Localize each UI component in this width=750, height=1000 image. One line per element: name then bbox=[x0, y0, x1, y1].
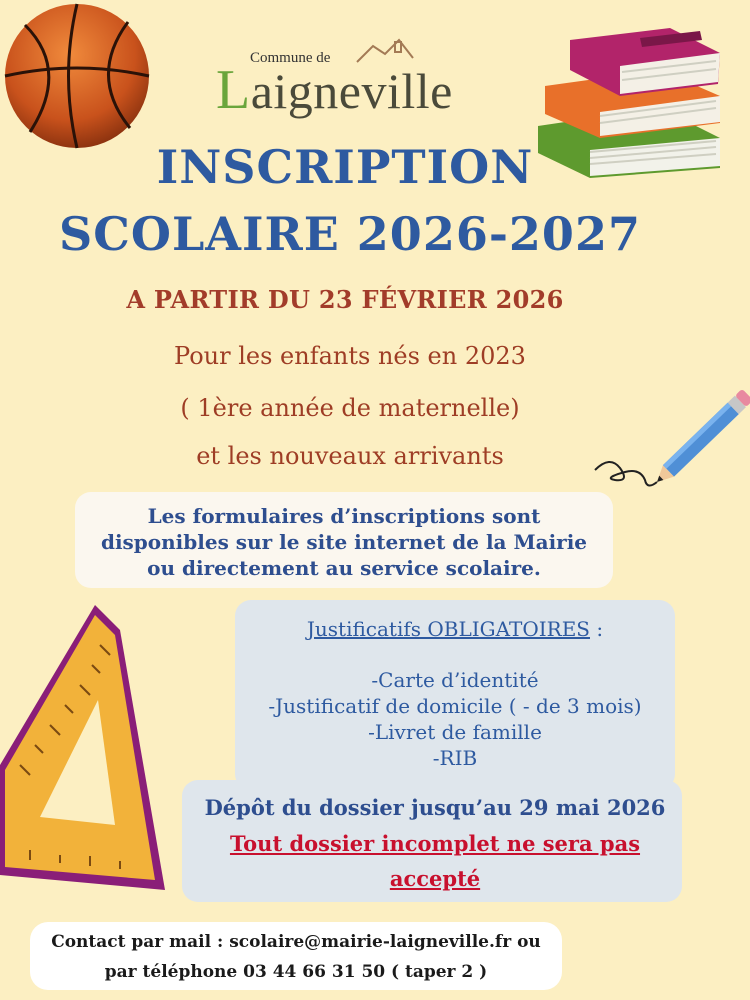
info-line-1: Les formulaires d’inscriptions sont bbox=[147, 504, 541, 528]
contact-phone-line: par téléphone 03 44 66 31 50 ( taper 2 ) bbox=[104, 962, 488, 982]
justificatif-item: -Justificatif de domicile ( - de 3 mois) bbox=[268, 694, 642, 718]
justificatif-item: -Carte d’identité bbox=[371, 668, 539, 692]
justificatifs-heading-suffix: : bbox=[590, 617, 604, 641]
pencil-icon bbox=[585, 400, 745, 500]
logo-initial: L bbox=[216, 59, 251, 121]
justificatifs-heading bbox=[235, 617, 675, 641]
intro-line-1: Pour les enfants nés en 2023 bbox=[174, 342, 526, 370]
title-line-1: INSCRIPTION bbox=[156, 140, 534, 194]
justificatifs-heading-text: Justificatifs OBLIGATOIRES bbox=[306, 617, 590, 641]
logo-rest: aigneville bbox=[250, 63, 453, 119]
subtitle-date: A PARTIR DU 23 FÉVRIER 2026 bbox=[126, 285, 564, 314]
basketball-icon bbox=[0, 0, 160, 160]
logo-commune-de: Commune de bbox=[250, 50, 331, 66]
title-line-2: SCOLAIRE 2026-2027 bbox=[59, 207, 641, 261]
intro-line-3: et les nouveaux arrivants bbox=[196, 442, 504, 470]
set-square-icon bbox=[0, 605, 170, 905]
deposit-deadline: Dépôt du dossier jusqu’au 29 mai 2026 bbox=[204, 795, 666, 820]
justificatif-item: -RIB bbox=[432, 746, 478, 770]
warning-line-1: Tout dossier incomplet ne sera pas bbox=[229, 831, 641, 856]
justificatif-item: -Livret de famille bbox=[368, 720, 542, 744]
logo-laigneville bbox=[216, 58, 453, 122]
info-line-3: ou directement au service scolaire. bbox=[147, 556, 541, 580]
warning-line-2: accepté bbox=[389, 866, 481, 891]
intro-line-2: ( 1ère année de maternelle) bbox=[180, 394, 520, 422]
contact-email-line: Contact par mail : scolaire@mairie-laigneville.fr ou bbox=[51, 932, 541, 952]
info-line-2: disponibles sur le site internet de la Mairie bbox=[100, 530, 588, 554]
